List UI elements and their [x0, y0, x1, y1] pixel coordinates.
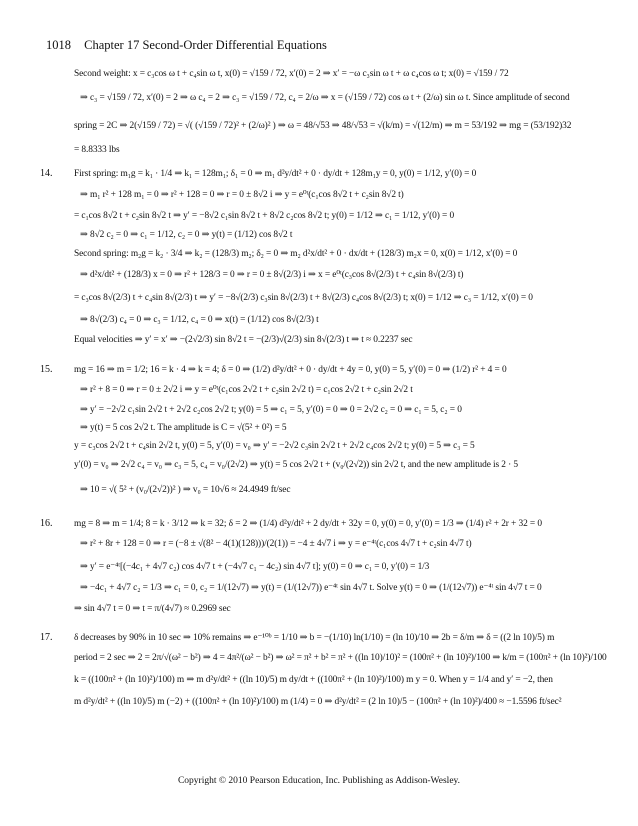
page-header	[46, 38, 327, 53]
solution-line: ⇒ y′ = e⁻⁴ᵗ[(−4c₁ + 4√7 c₂) cos 4√7 t + (−4√7 c₁ − 4c₂) sin 4√7 t]; y(0) = 0 ⇒ c₁ = 0, y′(0) = 1/3	[80, 562, 430, 572]
solution-line: ⇒ 8√2 c₂ = 0 ⇒ c₁ = 1/12, c₂ = 0 ⇒ y(t) = (1/12) cos 8√2 t	[80, 230, 293, 240]
solution-line: = c₁cos 8√2 t + c₂sin 8√2 t ⇒ y′ = −8√2 c₁sin 8√2 t + 8√2 c₂cos 8√2 t; y(0) = 1/12 ⇒ c₁ = 1/12, y′(0) = 0	[74, 211, 455, 221]
solution-line: ⇒ y′ = −2√2 c₁sin 2√2 t + 2√2 c₂cos 2√2 t; y(0) = 5 ⇒ c₁ = 5, y′(0) = 0 ⇒ 0 = 2√2 c₂ = 0 ⇒ c₁ = 5, c₂ = 0	[80, 405, 462, 415]
solution-line: period = 2 sec ⇒ 2 = 2π/√(ω² − b²) ⇒ 4 = 4π²/(ω² − b²) ⇒ ω² = π² + b² = π² + ((ln 10)/10)² = (100π² + (ln 10)²)/100 ⇒ k/m = (100π² + (ln 10)²)/100	[74, 653, 607, 663]
solution-line: ⇒ sin 4√7 t = 0 ⇒ t = π/(4√7) ≈ 0.2969 sec	[74, 604, 231, 614]
solution-line: = c₃cos 8√(2/3) t + c₄sin 8√(2/3) t ⇒ y′ = −8√(2/3) c₃sin 8√(2/3) t + 8√(2/3) c₄cos 8√(2/3) t; x(0) = 1/12 ⇒ c₃ = 1/12, x′(0) = 0	[74, 293, 533, 303]
solution-line: = 8.8333 lbs	[74, 145, 120, 155]
solution-line: mg = 16 ⇒ m = 1/2; 16 = k · 4 ⇒ k = 4; δ = 0 ⇒ (1/2) d²y/dt² + 0 · dy/dt + 4y = 0, y(0) = 5, y′(0) = 0 ⇒ (1/2) r² + 4 = 0	[74, 365, 507, 375]
solution-line: Second spring: m₂g = k₂ · 3/4 ⇒ k₂ = (128/3) m₂; δ₂ = 0 ⇒ m₂ d²x/dt² + 0 · dx/dt + (128/3) m₂x = 0, x(0) = 1/12, x′(0) = 0	[74, 249, 518, 259]
solution-line: Second weight: x = c₃cos ω t + c₄sin ω t, x(0) = √159 / 72, x′(0) = 2 ⇒ x′ = −ω c₃sin ω t + ω c₄cos ω t; x(0) = √159 / 72	[74, 69, 509, 79]
problem-number: 16.	[40, 518, 53, 529]
problem-number: 15.	[40, 364, 53, 375]
solution-line: ⇒ d²x/dt² + (128/3) x = 0 ⇒ r² + 128/3 = 0 ⇒ r = 0 ± 8√(2/3) i ⇒ x = e⁰ᵗ(c₃cos 8√(2/3) t + c₄sin 8√(2/3) t)	[80, 270, 464, 280]
solution-line: First spring: m₁g = k₁ · 1/4 ⇒ k₁ = 128m₁; δ₁ = 0 ⇒ m₁ d²y/dt² + 0 · dy/dt + 128m₁y = 0, y(0) = 1/12, y′(0) = 0	[74, 169, 477, 179]
solution-line: mg = 8 ⇒ m = 1/4; 8 = k · 3/12 ⇒ k = 32; δ = 2 ⇒ (1/4) d²y/dt² + 2 dy/dt + 32y = 0, y(0) = 0, y′(0) = 1/3 ⇒ (1/4) r² + 2r + 32 = 0	[74, 519, 542, 529]
solution-line: ⇒ 8√(2/3) c₄ = 0 ⇒ c₃ = 1/12, c₄ = 0 ⇒ x(t) = (1/12) cos 8√(2/3) t	[80, 315, 319, 325]
page-number: 1018	[46, 38, 71, 52]
solution-line: spring = 2C ⇒ 2(√159 / 72) = √( (√159 / 72)² + (2/ω)² ) ⇒ ω = 48/√53 ⇒ 48/√53 = √(k/m) = √(12/m) ⇒ m = 53/192 ⇒ mg = (53/192)32	[74, 121, 572, 131]
solution-line: ⇒ 10 = √( 5² + (v₀/(2√2))² ) ⇒ v₀ = 10√6 ≈ 24.4949 ft/sec	[80, 485, 291, 495]
solution-line: k = ((100π² + (ln 10)²)/100) m ⇒ m d²y/dt² + ((ln 10)/5) m dy/dt + ((100π² + (ln 10)²)/100) m y = 0. When y = 1/4 and y′ = −2, then	[74, 675, 553, 685]
problem-number: 17.	[40, 632, 53, 643]
solution-line: ⇒ r² + 8r + 128 = 0 ⇒ r = (−8 ± √(8² − 4(1)(128)))/(2(1)) = −4 ± 4√7 i ⇒ y = e⁻⁴ᵗ(c₁cos 4√7 t + c₂sin 4√7 t)	[80, 539, 472, 549]
copyright-footer: Copyright © 2010 Pearson Education, Inc. Publishing as Addison-Wesley.	[177, 776, 461, 786]
solution-line: y = c₃cos 2√2 t + c₄sin 2√2 t, y(0) = 5, y′(0) = v₀ ⇒ y′ = −2√2 c₃sin 2√2 t + 2√2 c₄cos 2√2 t; y(0) = 5 ⇒ c₃ = 5	[74, 441, 475, 451]
solution-line: m d²y/dt² + ((ln 10)/5) m (−2) + ((100π² + (ln 10)²)/100) m (1/4) = 0 ⇒ d²y/dt² = (2 ln 10)/5 − (100π² + (ln 10)²)/400 ≈ −1.5596 ft/sec²	[74, 697, 562, 707]
solution-line: ⇒ r² + 8 = 0 ⇒ r = 0 ± 2√2 i ⇒ y = e⁰ᵗ(c₁cos 2√2 t + c₂sin 2√2 t) = c₁cos 2√2 t + c₂sin 2√2 t	[80, 385, 413, 395]
solution-line: y′(0) = v₀ ⇒ 2√2 c₄ = v₀ ⇒ c₃ = 5, c₄ = v₀/(2√2) ⇒ y(t) = 5 cos 2√2 t + (v₀/(2√2)) sin 2√2 t, and the new amplitude is 2 · 5	[74, 460, 518, 470]
solution-line: ⇒ m₁ r² + 128 m₁ = 0 ⇒ r² + 128 = 0 ⇒ r = 0 ± 8√2 i ⇒ y = e⁰ᵗ(c₁cos 8√2 t + c₂sin 8√2 t)	[80, 190, 404, 200]
solution-line: Equal velocities ⇒ y′ = x′ ⇒ −(2√2/3) sin 8√2 t = −(2/3)√(2/3) sin 8√(2/3) t ⇒ t ≈ 0.2237 sec	[74, 335, 413, 345]
problem-number: 14.	[40, 168, 53, 179]
solution-line: δ decreases by 90% in 10 sec ⇒ 10% remains ⇒ e⁻¹⁰ᵇ = 1/10 ⇒ b = −(1/10) ln(1/10) = (ln 10)/10 ⇒ 2b = δ/m ⇒ δ = ((2 ln 10)/5) m	[74, 633, 555, 643]
solution-line: ⇒ −4c₁ + 4√7 c₂ = 1/3 ⇒ c₁ = 0, c₂ = 1/(12√7) ⇒ y(t) = (1/(12√7)) e⁻⁴ᵗ sin 4√7 t. Solve y(t) = 0 ⇒ (1/(12√7)) e⁻⁴ᵗ sin 4√7 t = 0	[80, 583, 542, 593]
chapter-title: Chapter 17 Second-Order Differential Equations	[84, 38, 327, 52]
solution-line: ⇒ y(t) = 5 cos 2√2 t. The amplitude is C = √(5² + 0²) = 5	[80, 423, 287, 433]
solution-line: ⇒ c₃ = √159 / 72, x′(0) = 2 ⇒ ω c₄ = 2 ⇒ c₃ = √159 / 72, c₄ = 2/ω ⇒ x = (√159 / 72) cos ω t + (2/ω) sin ω t. Since amplitude of second	[80, 93, 570, 103]
